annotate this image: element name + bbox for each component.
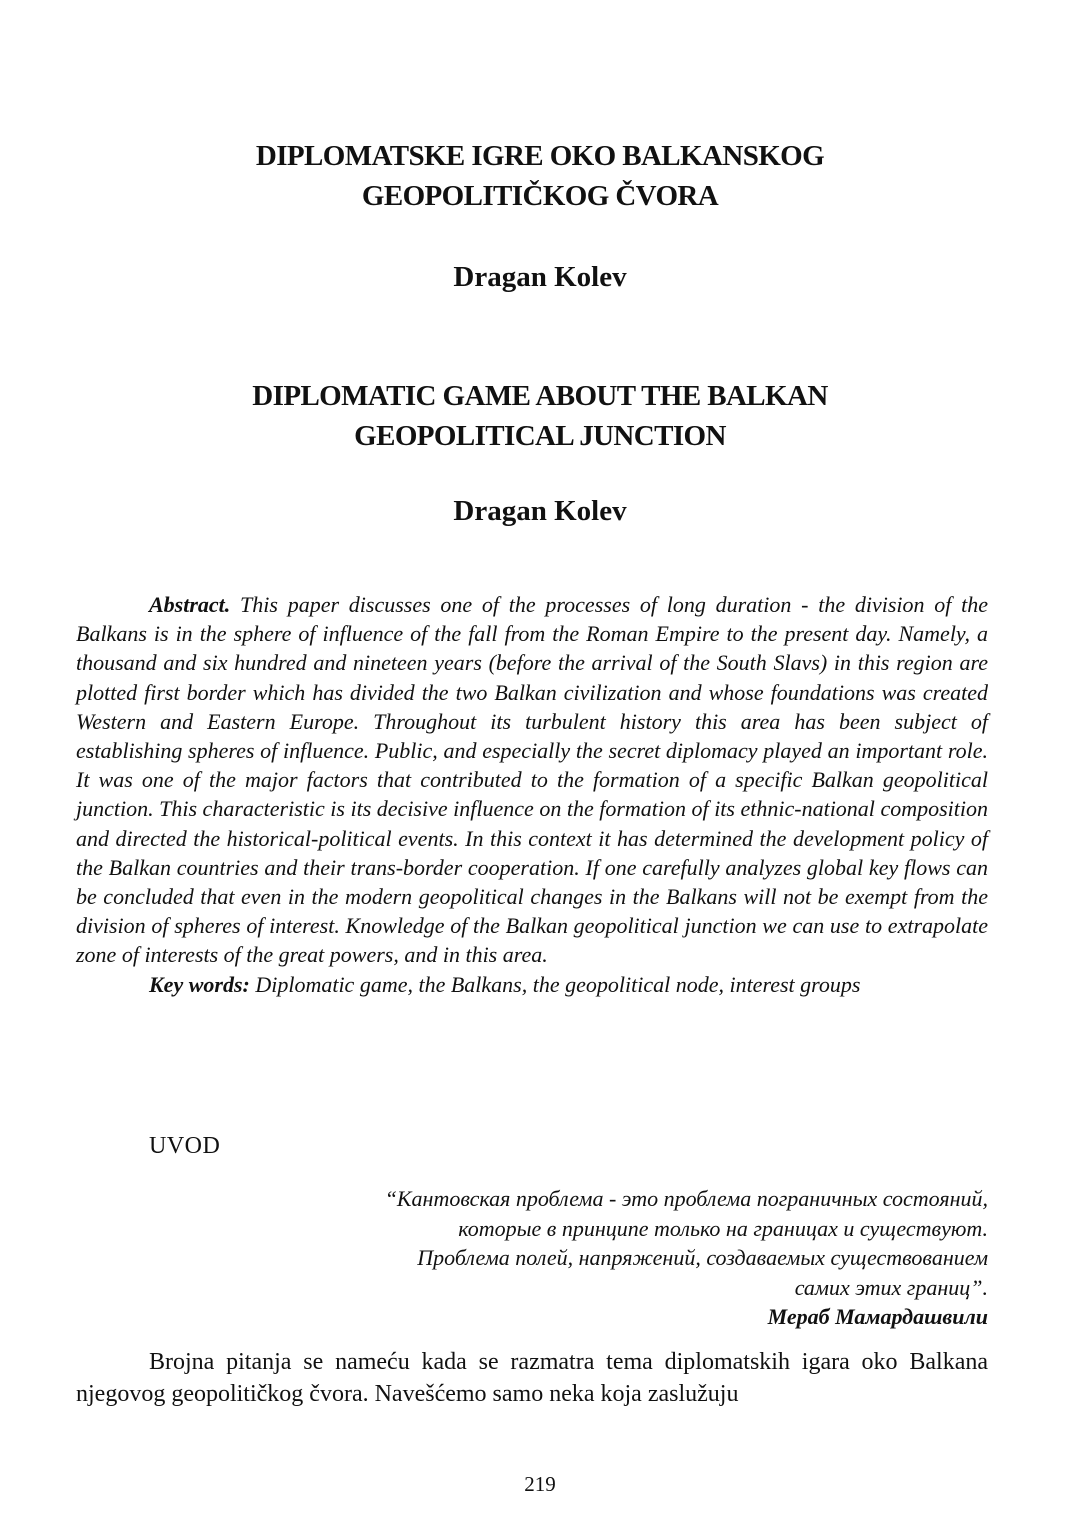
page-number: 219 [524,1472,556,1496]
title-english-line-2: GEOPOLITICAL JUNCTION [354,420,726,452]
section-heading: UVOD [149,1133,221,1159]
epigraph-line: “Кантовская проблема - это проблема пограничных состояний, [384,1186,988,1211]
abstract-paragraph [76,590,988,970]
title-english [0,376,1080,456]
epigraph-author: Мераб Мамардашвили [767,1304,988,1329]
body-paragraph: Brojna pitanja se nameću kada se razmatra tema diplomatskih igara oko Balkana njegovog geopolitičkog čvora. Navešćemo samo neka koja zaslužuju [76,1349,988,1407]
epigraph-line: самих этих границ”. [794,1274,988,1300]
keywords-label: Key words: [149,971,250,997]
epigraph [228,1184,988,1332]
keywords-text: Diplomatic game, the Balkans, the geopolitical node, interest groups [249,971,861,997]
author-english: Dragan Kolev [453,495,627,527]
keywords-paragraph [76,970,988,999]
epigraph-line: Проблема полей, напряжений, создаваемых существованием [417,1245,988,1270]
title-serbian [0,136,1080,216]
title-serbian-line-1: DIPLOMATSKE IGRE OKO BALKANSKOG [255,140,825,172]
body-text [76,1346,988,1410]
author-serbian: Dragan Kolev [453,261,627,293]
epigraph-line: которые в принципе только на границах и существуют. [458,1215,988,1241]
abstract-text: This paper discusses one of the processes of long duration - the division of the Balkans is in the sphere of influence of the fall from the Roman Empire to the present day. Namely, a thousand and six hundred and nineteen years (before the arrival of the South Slavs) in this region are plotted first border which has divided the two Balkan civilization and whose foundations was created Western and Eastern Europe. Throughout its turbulent history this area has been subject of establishing spheres of influence. Public, and especially the secret diplomacy played an important role. It was one of the major factors that contributed to the formation of a specific Balkan geopolitical junction. This characteristic is its decisive influence on the formation of its ethnic-national composition and directed the historical-political events. In this context it has determined the development policy of the Balkan countries and their trans-border cooperation. If one carefully analyzes global key flows can be concluded that even in the modern geopolitical changes in the Balkans will not be exempt from the division of spheres of interest. Knowledge of the Balkan geopolitical junction we can use to extrapolate zone of interests of the great powers, and in this area. [76,592,988,968]
abstract-label: Abstract. [149,592,231,617]
abstract [76,590,988,999]
title-english-line-1: DIPLOMATIC GAME ABOUT THE BALKAN [252,380,828,412]
title-serbian-line-2: GEOPOLITIČKOG ČVORA [361,180,719,212]
